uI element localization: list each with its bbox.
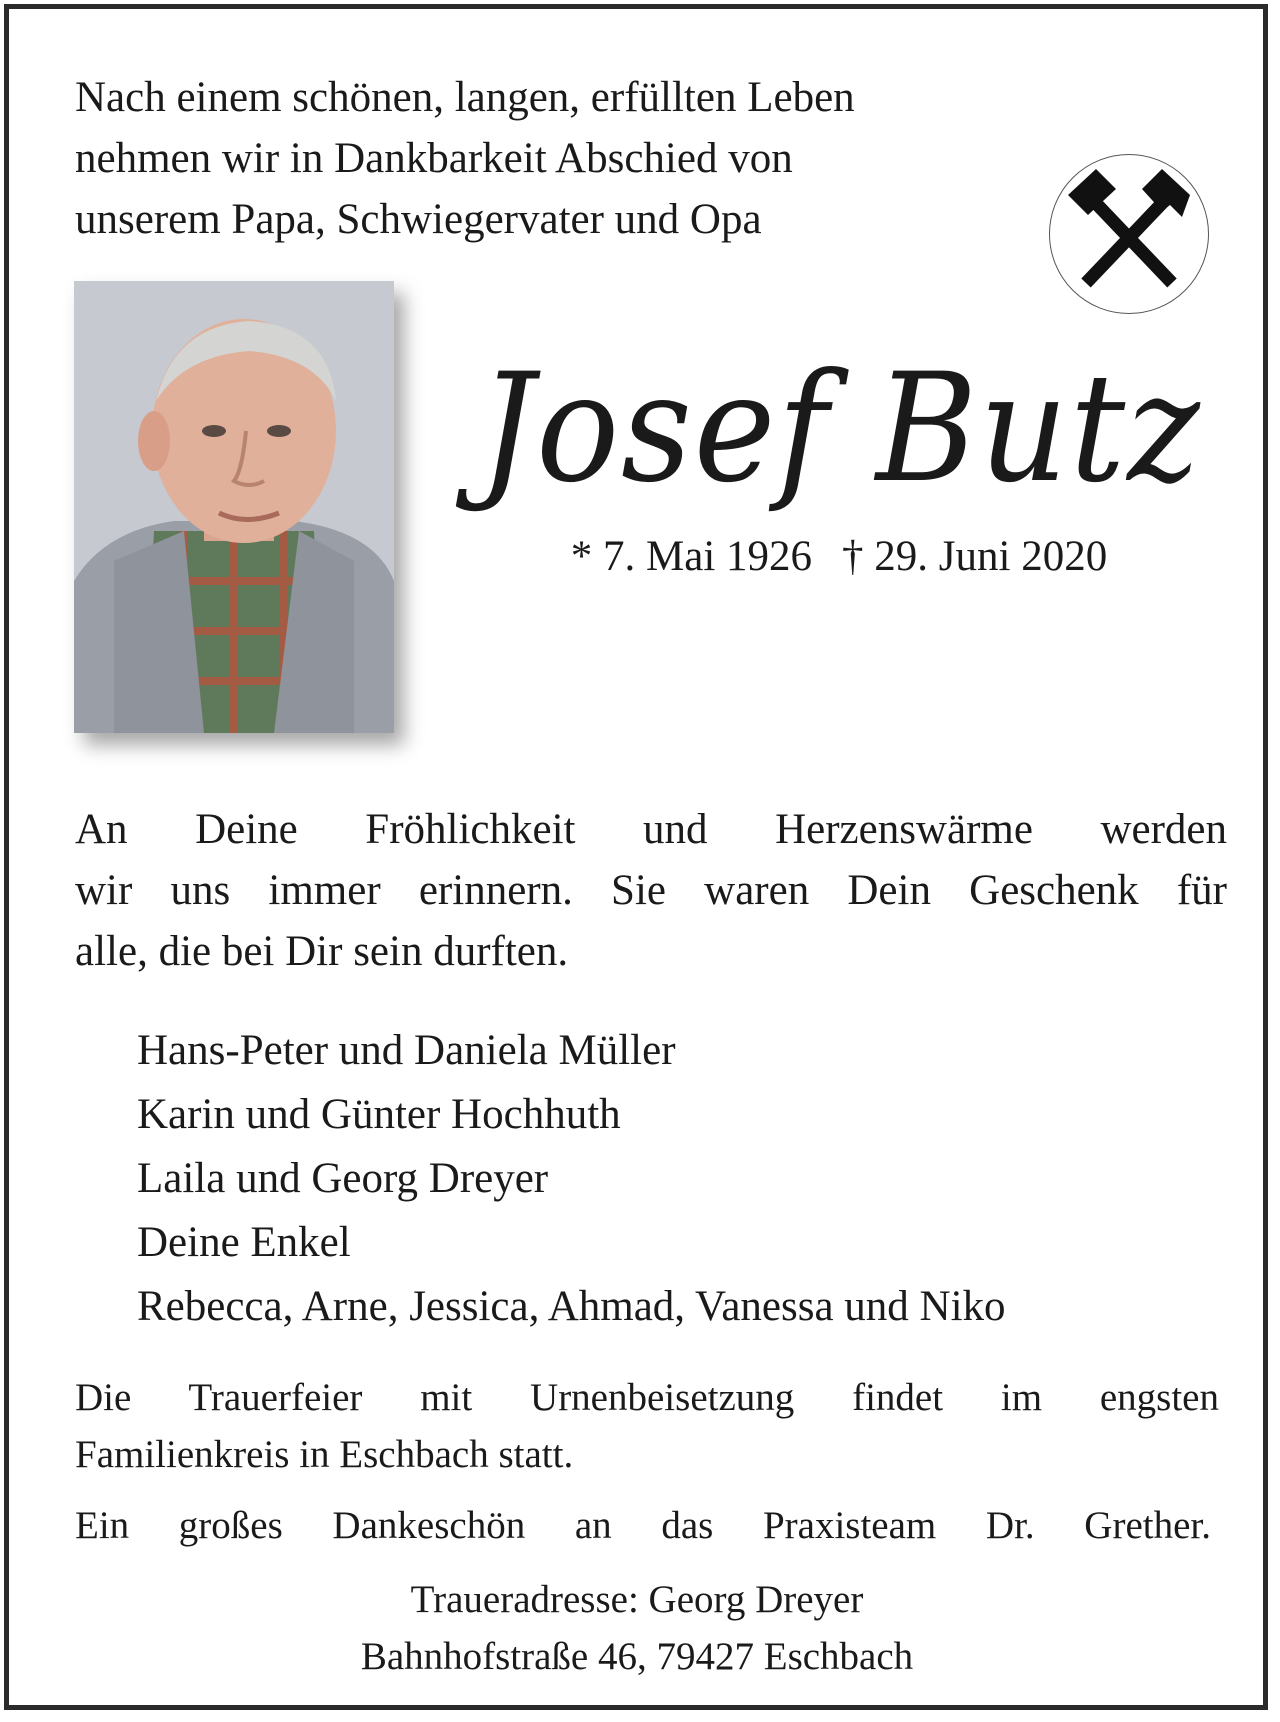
portrait-illustration <box>74 281 394 733</box>
family-list <box>137 1019 1006 1339</box>
family-line: Laila und Georg Dreyer <box>137 1155 549 1202</box>
intro-line: nehmen wir in Dankbarkeit Abschied von <box>75 135 793 182</box>
tribute-line: An Deine Fröhlichkeit und Herzenswärme werden <box>75 806 1227 853</box>
address-line: Traueradresse: Georg Dreyer <box>410 1578 864 1621</box>
family-line: Hans-Peter und Daniela Müller <box>137 1027 676 1074</box>
death-date: † 29. Juni 2020 <box>842 533 1108 580</box>
intro-line: unserem Papa, Schwiegervater und Opa <box>75 196 762 243</box>
intro-text <box>75 67 855 250</box>
portrait-photo <box>74 281 394 733</box>
mourning-address <box>9 1571 1265 1685</box>
service-line: Die Trauerfeier mit Urnenbeisetzung findet im engsten <box>75 1376 1219 1419</box>
intro-line: Nach einem schönen, langen, erfüllten Leben <box>75 74 855 121</box>
obituary-notice <box>4 4 1268 1710</box>
tribute-line: alle, die bei Dir sein durften. <box>75 928 569 975</box>
deceased-name: Josef Butz <box>479 342 1202 516</box>
family-line: Rebecca, Arne, Jessica, Ahmad, Vanessa und Niko <box>137 1283 1006 1330</box>
family-line: Karin und Günter Hochhuth <box>137 1091 621 1138</box>
address-line: Bahnhofstraße 46, 79427 Eschbach <box>360 1635 914 1678</box>
hammer-and-pick-icon <box>1049 154 1209 314</box>
thanks-line: Ein großes Dankeschön an das Praxisteam Dr. Grether. <box>75 1504 1211 1547</box>
tribute-line: wir uns immer erinnern. Sie waren Dein Geschenk für <box>75 867 1227 914</box>
hammer-and-pick-icon-svg <box>1050 155 1208 313</box>
service-line: Familienkreis in Eschbach statt. <box>75 1433 574 1476</box>
tribute-text <box>75 799 1227 982</box>
family-line: Deine Enkel <box>137 1219 351 1266</box>
birth-date: * 7. Mai 1926 <box>570 533 813 580</box>
life-dates <box>529 529 1149 585</box>
service-info <box>75 1369 1219 1483</box>
